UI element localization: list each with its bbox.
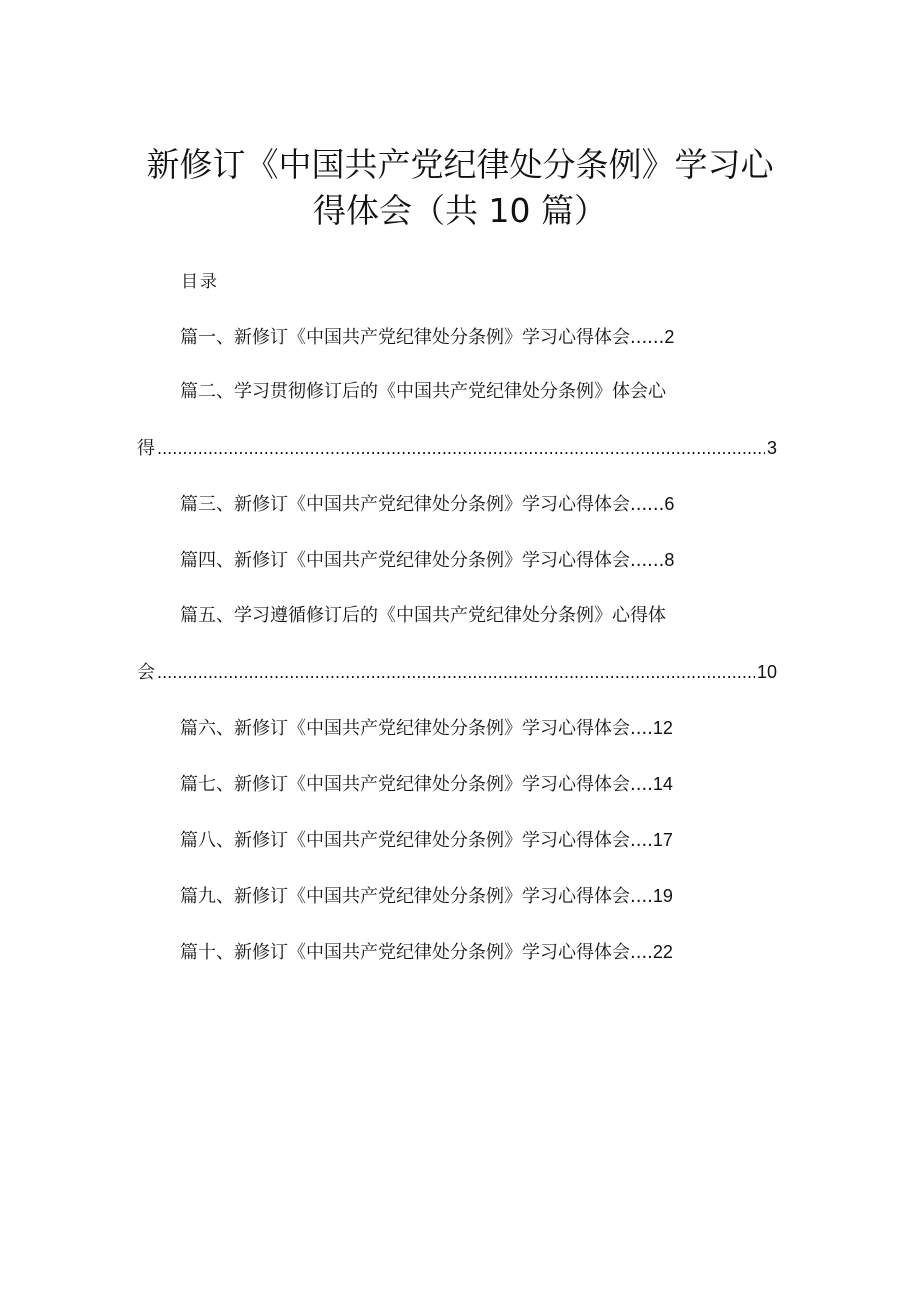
toc-entry-title: 篇五、学习遵循修订后的《中国共产党纪律处分条例》心得体	[180, 605, 666, 626]
toc-entry-leader: ....	[630, 942, 653, 963]
toc-entry-10[interactable]	[180, 939, 673, 966]
toc-entry-title: 篇六、新修订《中国共产党纪律处分条例》学习心得体会	[180, 718, 630, 739]
toc-entry-5[interactable]	[180, 603, 666, 629]
toc-entry-leader	[157, 660, 755, 686]
toc-entry-leader: ....	[630, 718, 653, 739]
toc-entry-page: 17	[652, 830, 673, 850]
toc-entry-leader: ......	[630, 327, 665, 348]
toc-entry-page: 12	[652, 718, 673, 738]
toc-entry-leader: ......	[630, 550, 665, 571]
toc-entry-leader: ....	[630, 774, 653, 795]
toc-entry-5-continuation[interactable]	[137, 659, 777, 686]
toc-entry-leader: ....	[630, 886, 653, 907]
toc-entry-2-continuation[interactable]	[137, 435, 777, 462]
toc-entry-page: 2	[664, 327, 675, 347]
toc-entry-title: 篇一、新修订《中国共产党纪律处分条例》学习心得体会	[180, 327, 630, 348]
toc-entry-title-continuation: 会	[137, 662, 155, 683]
toc-entry-9[interactable]	[180, 883, 673, 910]
toc-entry-title: 篇三、新修订《中国共产党纪律处分条例》学习心得体会	[180, 494, 630, 515]
toc-entry-3[interactable]	[180, 491, 674, 518]
toc-entry-leader: ......	[630, 494, 665, 515]
toc-heading: 目录	[181, 272, 219, 292]
toc-entry-8[interactable]	[180, 827, 673, 854]
toc-entry-4[interactable]	[180, 547, 674, 574]
toc-entry-page: 14	[652, 774, 673, 794]
toc-entry-title-continuation: 得	[137, 438, 155, 459]
toc-entry-page: 19	[652, 886, 673, 906]
toc-entry-page: 6	[664, 494, 675, 514]
toc-entry-title: 篇十、新修订《中国共产党纪律处分条例》学习心得体会	[180, 942, 630, 963]
toc-entry-2[interactable]	[180, 379, 666, 405]
toc-entry-leader: ....	[630, 830, 653, 851]
toc-entry-leader	[157, 436, 765, 462]
toc-entry-title: 篇七、新修订《中国共产党纪律处分条例》学习心得体会	[180, 774, 630, 795]
toc-entry-1[interactable]	[180, 324, 674, 351]
toc-entry-7[interactable]	[180, 771, 673, 798]
toc-entry-6[interactable]	[180, 715, 673, 742]
toc-entry-title: 篇九、新修订《中国共产党纪律处分条例》学习心得体会	[180, 886, 630, 907]
toc-entry-page: 10	[756, 662, 777, 682]
document-title-line-2: 得体会（共 10 篇）	[313, 191, 607, 230]
toc-entry-title: 篇二、学习贯彻修订后的《中国共产党纪律处分条例》体会心	[180, 381, 666, 402]
toc-entry-page: 3	[766, 438, 777, 458]
toc-entry-page: 8	[664, 550, 675, 570]
toc-entry-page: 22	[652, 942, 673, 962]
toc-entry-title: 篇八、新修订《中国共产党纪律处分条例》学习心得体会	[180, 830, 630, 851]
toc-entry-title: 篇四、新修订《中国共产党纪律处分条例》学习心得体会	[180, 550, 630, 571]
document-title-line-1: 新修订《中国共产党纪律处分条例》学习心	[146, 145, 774, 184]
